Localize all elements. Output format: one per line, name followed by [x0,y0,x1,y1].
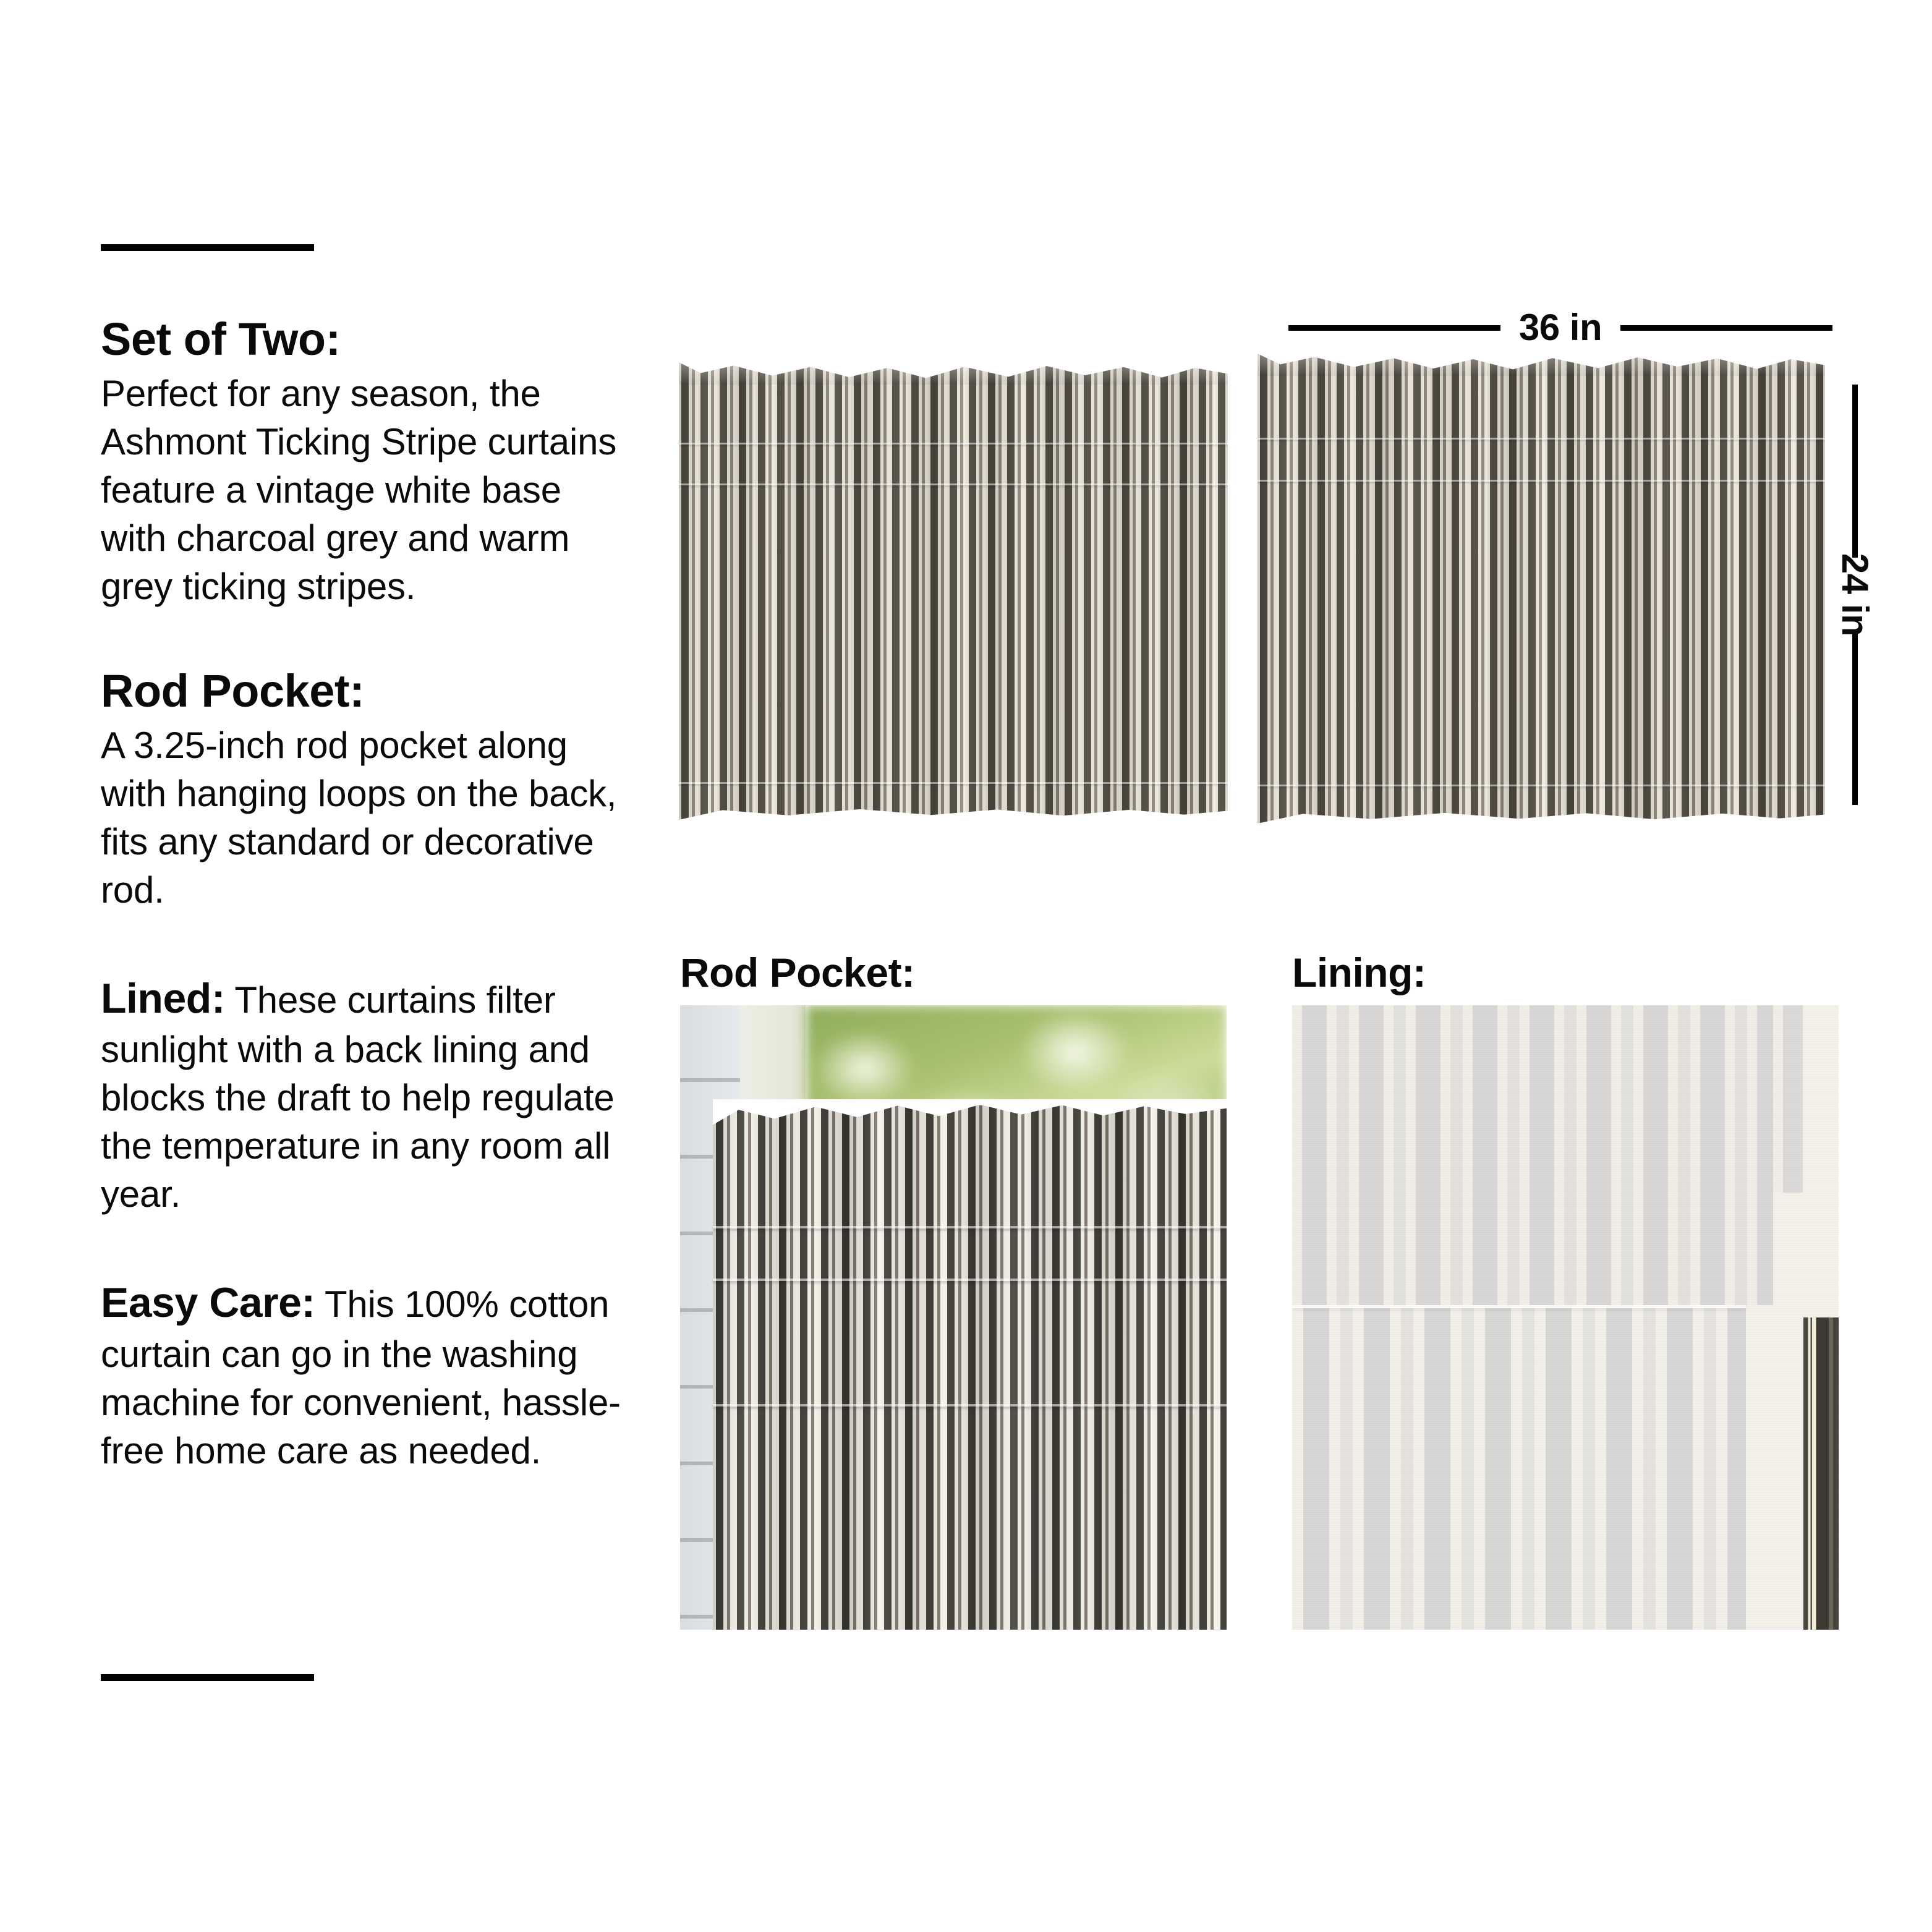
detail-photo-label-lining: Lining: [1292,950,1426,995]
feature-heading-set-of-two: Set of Two: [101,313,341,365]
feature-heading-rod-pocket: Rod Pocket: [101,665,365,717]
width-dimension-annotation [1288,309,1832,346]
curtain-panel-left [679,362,1228,820]
feature-body-easy-care: This 100% cotton curtain can go in the washing machine for convenient, hassle-free home care as needed. [101,1283,621,1471]
feature-block-rod-pocket [101,665,632,914]
feature-text-column [101,244,632,1475]
feature-paragraph-easy-care [101,1275,632,1475]
height-dimension-annotation [1834,385,1876,805]
lining-upper-panel [1292,1005,1773,1305]
panel-right-hem-seam [1258,785,1825,786]
rod-pocket-seam-lower [713,1279,1227,1281]
detail-photo-rod-pocket [680,1005,1227,1630]
rod-pocket-hanging-loop-seam [713,1404,1227,1406]
panel-left-rod-pocket-seam-lower [679,483,1228,485]
height-dimension-line-top [1852,385,1858,558]
lining-lower-panel [1292,1305,1746,1630]
feature-heading-lined: Lined: [101,974,225,1022]
feature-heading-easy-care: Easy Care: [101,1279,315,1327]
lining-upper-right-patch [1773,1005,1803,1193]
panel-left-hem-seam [679,782,1228,784]
curtain-panel-right [1258,354,1825,823]
height-dimension-line-bottom [1852,632,1858,805]
rod-pocket-curtain-fabric [713,1105,1227,1630]
top-divider-rule [101,244,314,251]
panel-right-bottom-edge [1258,807,1825,823]
feature-body-set-of-two: Perfect for any season, the Ashmont Ticking Stripe curtains feature a vintage white base with charcoal grey and warm grey ticking stripes. [101,372,617,607]
panel-left-bottom-edge [679,804,1228,820]
panel-left-rod-pocket-seam [679,443,1228,445]
feature-body-lined: These curtains filter sunlight with a back lining and blocks the draft to help regulate the temperature in any room all year. [101,979,615,1215]
width-dimension-label: 36 in [1518,307,1602,348]
feature-paragraph-lined [101,971,632,1219]
feature-block-set-of-two [101,313,632,611]
bottom-divider-rule [101,1674,314,1681]
panel-right-rod-pocket-seam-lower [1258,480,1825,482]
rod-pocket-seam-upper [713,1226,1227,1228]
height-dimension-label: 24 in [1834,553,1876,637]
lining-horizontal-seam [1292,1305,1746,1308]
lining-ticking-stripe-edge [1803,1317,1839,1630]
feature-block-lined [101,971,632,1219]
panel-right-rod-pocket-seam [1258,438,1825,440]
detail-photo-label-rod-pocket: Rod Pocket: [680,950,915,995]
width-dimension-line-left [1288,325,1500,331]
feature-body-rod-pocket: A 3.25-inch rod pocket along with hanging loops on the back, fits any standard or decorative rod. [101,724,617,911]
detail-photo-lining [1292,1005,1839,1630]
feature-block-easy-care [101,1275,632,1475]
width-dimension-line-right [1620,325,1832,331]
